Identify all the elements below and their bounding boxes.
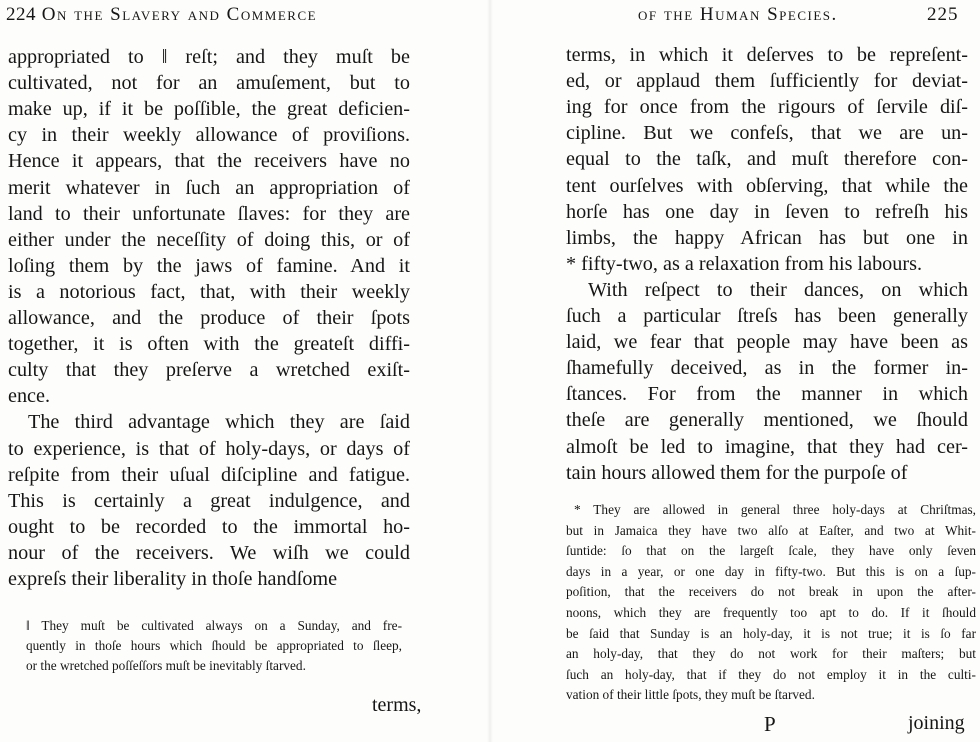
text-line: ſhamefully deceived, as in the former in- [566, 357, 968, 380]
footnote-line: ‖ They muſt be cultivated always on a Sunday, and fre- [26, 618, 402, 633]
text-line: reſpite from their uſual diſcipline and fatigue. [8, 463, 410, 486]
text-line: This is certainly a great indulgence, and [8, 489, 410, 512]
text-line: terms, in which it deſerves to be repreſent- [566, 44, 968, 66]
text-line: culty that they preſerve a wretched exiſt- [8, 359, 410, 382]
footnote-line: ſuntide: ſo that on the largeſt ſcale, they have only ſeven [566, 543, 976, 559]
footnote-line: poſition, that the receivers do not break in upon the after- [566, 584, 976, 600]
text-line: almoſt be led to imagine, that they had cer- [566, 435, 968, 458]
text-line: theſe are generally mentioned, we ſhould [566, 409, 968, 432]
text-line: ence. [8, 385, 51, 408]
text-line: limbs, the happy African has but one in [566, 226, 968, 249]
text-line: loſing them by the jaws of famine. And it [8, 254, 410, 277]
footnote-line: or the wretched poſſeſſors muſt be inevitably ſtarved. [26, 658, 306, 673]
text-line: equal to the taſk, and muſt therefore con- [566, 148, 968, 171]
text-line: laid, we fear that people may have been as [566, 331, 968, 354]
text-line: ought to be recorded to the immortal ho- [8, 515, 410, 538]
footnote-line: vation of their little ſpots, they muſt be ſtarved. [566, 687, 815, 703]
text-line: expreſs their liberality in thoſe handſome [8, 568, 338, 590]
footnote-line: noons, which they are frequently too apt to do. If it ſhould [566, 605, 976, 620]
text-line: to experience, is that of holy-days, or days of [8, 437, 410, 460]
footnote-line: ſuch an holy-day, that if they do not employ it in the culti- [566, 666, 976, 682]
text-line: nour of the receivers. We wiſh we could [8, 541, 410, 564]
right-running-title: of the Human Species. [638, 4, 838, 25]
right-page-number: 225 [927, 4, 959, 25]
text-line: cipline. But we confeſs, that we are un- [566, 122, 968, 145]
right-catchword: joining [908, 712, 965, 734]
text-line: * fifty-two, as a relaxation from his labours. [566, 252, 922, 275]
right-page [490, 0, 980, 742]
left-running-title: On the Slavery and Commerce [41, 4, 318, 25]
left-page-number: 224 [6, 4, 36, 25]
text-line: horſe has one day in ſeven to refreſh his [566, 200, 968, 223]
text-line: The third advantage which they are ſaid [28, 411, 410, 434]
text-line: Hence it appears, that the receivers have no [8, 150, 410, 173]
right-running-head [638, 4, 838, 26]
text-line: ſuch a particular ſtreſs has been generally [566, 305, 968, 327]
text-line: cy in their weekly allowance of proviſions. [8, 124, 410, 147]
text-line: appropriated to ‖ reſt; and they muſt be [8, 46, 410, 68]
text-line: cultivated, not for an amuſement, but to [8, 72, 410, 95]
footnote-line: an holy-day, that they do not work for their maſters; but [566, 646, 976, 662]
text-line: either under the neceſſity of doing this, or of [8, 228, 410, 251]
text-line: ing for once from the rigours of ſervile diſ- [566, 96, 968, 119]
footnote-line: * They are allowed in general three holy-days at Chriſtmas, [574, 502, 976, 517]
footnote-line: days in a year, or one day in fifty-two. But this is on a ſup- [566, 563, 976, 579]
text-line: tent ourſelves with obſerving, that while the [566, 174, 968, 197]
text-line: together, it is often with the greateſt diffi- [8, 333, 410, 356]
footnote-line: but in Jamaica they have two alſo at Eaſter, and two at Whit- [566, 522, 976, 538]
footnote-line: be ſaid that Sunday is an holy-day, it is not true; it is ſo far [566, 625, 976, 641]
left-running-head [6, 4, 317, 26]
text-line: is a notorious fact, that, with their weekly [8, 280, 410, 303]
footnote-line: quently in thoſe hours which ſhould be appropriated to ſleep, [26, 638, 402, 653]
text-line: allowance, and the produce of their ſpots [8, 307, 410, 329]
text-line: ſtances. For from the manner in which [566, 383, 968, 406]
text-line: make up, if it be poſſible, the great deficien- [8, 98, 410, 121]
text-line: With reſpect to their dances, on which [588, 278, 968, 301]
text-line: land to their unfortunate ſlaves: for they are [8, 202, 410, 225]
text-line: merit whatever in ſuch an appropriation of [8, 176, 410, 199]
text-line: ed, or applaud them ſufficiently for deviat- [566, 70, 968, 93]
text-line: tain hours allowed them for the purpoſe of [566, 461, 908, 484]
signature-mark: P [764, 712, 777, 736]
left-catchword: terms, [372, 694, 422, 716]
